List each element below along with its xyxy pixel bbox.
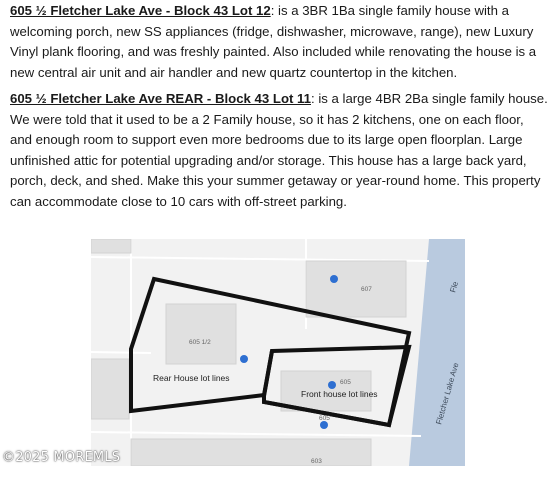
lot-605-partial-label: 605	[319, 415, 330, 422]
lot-divider	[264, 351, 272, 396]
lot-12-description	[10, 1, 548, 83]
street-name-partial: Fle	[448, 280, 460, 294]
lot-11-body: : is a large 4BR 2Ba single family house. We were told that it used to be a 2 Family house, so it has 2 kitchens, one on each floor, and enough room to support even more bedrooms due to its large open floorplan. Large unfinished attic for potential upgrading and/or storage. This house has a large back yard, porch, deck, and shed. Make this your summer getaway or year-round home. This property can accommodate close to 10 cars with off-street parking.	[10, 91, 548, 209]
marker-605-half	[240, 355, 248, 363]
lot-12-heading: 605 ½ Fletcher Lake Ave - Block 43 Lot 12	[10, 3, 271, 18]
front-lot-lines-label: Front house lot lines	[301, 389, 378, 399]
lot-12-body: : is a 3BR 1Ba single family house with a welcoming porch, new SS appliances (fridge, dishwasher, microwave, range), new Luxury Vinyl plank flooring, and was freshly painted. Also included while renovating the house is a new central air unit and air handler and new quartz countertop in the kitchen.	[10, 3, 537, 80]
marker-607	[330, 275, 338, 283]
lot-11-description	[10, 89, 548, 212]
lot-603-label: 603	[311, 458, 322, 465]
parcel-map	[91, 239, 465, 466]
lot-607-label: 607	[361, 286, 372, 293]
street-name: Fletcher Lake Ave	[434, 361, 461, 426]
lot-605-half-label: 605 1/2	[189, 339, 211, 346]
street	[409, 239, 465, 466]
marker-605-partial	[320, 421, 328, 429]
rear-lot-lines-label: Rear House lot lines	[153, 373, 230, 383]
marker-605	[328, 381, 336, 389]
lot-11-heading: 605 ½ Fletcher Lake Ave REAR - Block 43 Lot 11	[10, 91, 311, 106]
lot-605-label: 605	[340, 379, 351, 386]
copyright-watermark: ©2025 MOREMLS	[2, 450, 121, 465]
